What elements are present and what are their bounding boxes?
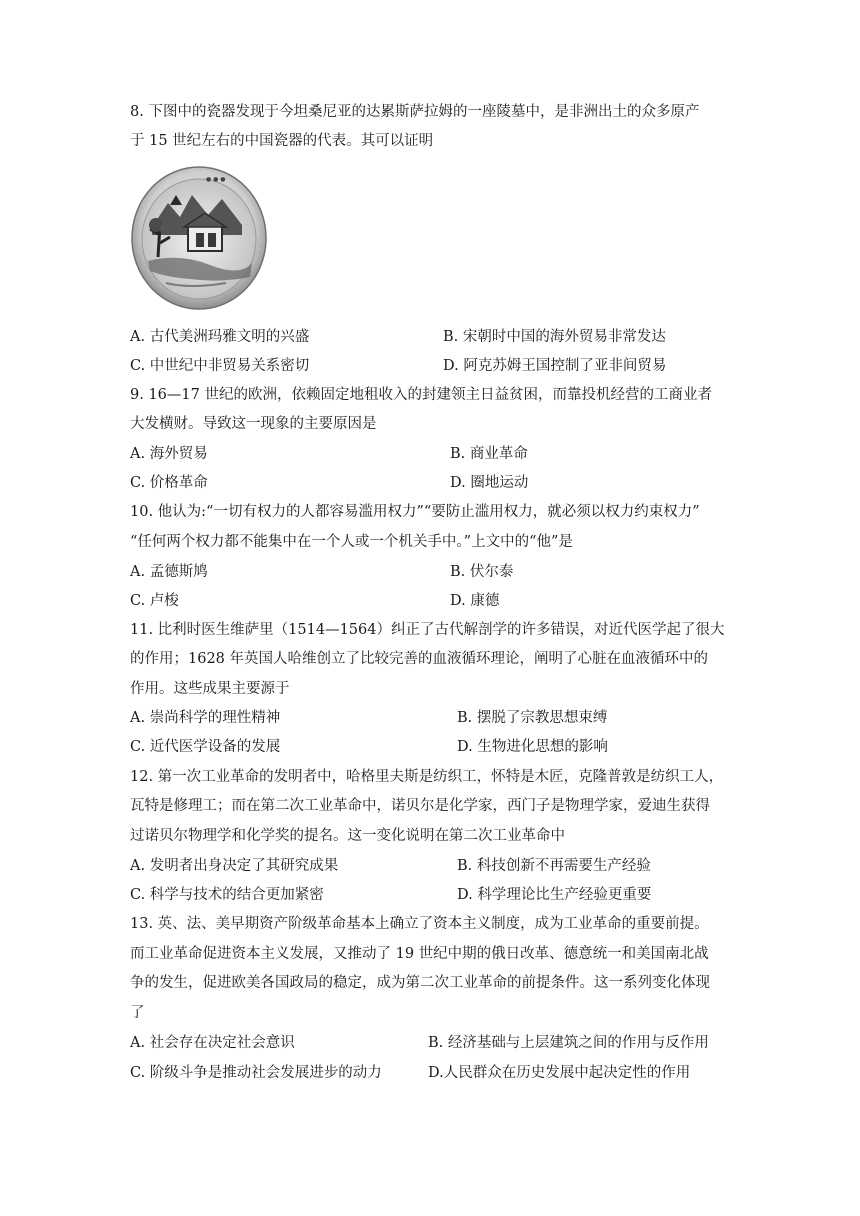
q10-stem-line-2: “任何两个权力都不能集中在一个人或一个机关手中。”上文中的“他”是 (130, 534, 573, 550)
q12-option-c[interactable]: C. 科学与技术的结合更加紧密 (130, 887, 324, 903)
q9-option-c[interactable]: C. 价格革命 (130, 475, 208, 491)
q12-option-a[interactable]: A. 发明者出身决定了其研究成果 (130, 858, 339, 874)
q9-stem-line-2: 大发横财。导致这一现象的主要原因是 (130, 416, 377, 432)
q13-stem-line-3: 争的发生，促进欧美各国政局的稳定，成为第二次工业革命的前提条件。这一系列变化体现 (130, 975, 710, 991)
q13-option-b[interactable]: B. 经济基础与上层建筑之间的作用与反作用 (428, 1035, 709, 1051)
porcelain-plate-illustration (130, 165, 268, 311)
q8-option-a[interactable]: A. 古代美洲玛雅文明的兴盛 (130, 329, 310, 345)
q13-stem-line-2: 而工业革命促进资本主义发展，又推动了 19 世纪中期的俄日改革、德意统一和美国南北战 (130, 946, 709, 962)
q9-stem-line-1: 9. 16—17 世纪的欧洲，依赖固定地租收入的封建领主日益贫困，而靠投机经营的工商业者 (130, 387, 712, 403)
q12-stem-line-2: 瓦特是修理工；而在第二次工业革命中，诺贝尔是化学家，西门子是物理学家，爱迪生获得 (130, 798, 710, 814)
q9-option-b[interactable]: B. 商业革命 (450, 446, 528, 462)
q11-option-c[interactable]: C. 近代医学设备的发展 (130, 739, 281, 755)
q11-option-a[interactable]: A. 崇尚科学的理性精神 (130, 710, 281, 726)
svg-text:● ● ●: ● ● ● (206, 176, 226, 183)
q9-option-a[interactable]: A. 海外贸易 (130, 446, 208, 462)
q10-stem-line-1: 10. 他认为:“一切有权力的人都容易滥用权力”“要防止滥用权力，就必须以权力约束权力” (130, 504, 700, 520)
q13-option-d[interactable]: D.人民群众在历史发展中起决定性的作用 (428, 1065, 691, 1081)
q10-option-d[interactable]: D. 康德 (450, 593, 500, 609)
q13-stem-line-4: 了 (130, 1005, 145, 1021)
q8-stem-line-2: 于 15 世纪左右的中国瓷器的代表。其可以证明 (130, 133, 434, 149)
q8-option-c[interactable]: C. 中世纪中非贸易关系密切 (130, 358, 310, 374)
q12-stem-line-1: 12. 第一次工业革命的发明者中，哈格里夫斯是纺织工，怀特是木匠，克隆普敦是纺织工人， (130, 769, 724, 785)
q10-option-c[interactable]: C. 卢梭 (130, 593, 179, 609)
q12-option-b[interactable]: B. 科技创新不再需要生产经验 (457, 858, 651, 874)
q9-option-d[interactable]: D. 圈地运动 (450, 475, 529, 491)
q10-option-a[interactable]: A. 孟德斯鸠 (130, 564, 208, 580)
q11-option-d[interactable]: D. 生物进化思想的影响 (457, 739, 608, 755)
q12-option-d[interactable]: D. 科学理论比生产经验更重要 (457, 887, 652, 903)
q8-option-b[interactable]: B. 宋朝时中国的海外贸易非常发达 (443, 329, 666, 345)
q11-stem-line-3: 作用。这些成果主要源于 (130, 681, 290, 697)
q11-option-b[interactable]: B. 摆脱了宗教思想束缚 (457, 710, 608, 726)
q13-stem-line-1: 13. 英、法、美早期资产阶级革命基本上确立了资本主义制度，成为工业革命的重要前提。 (130, 916, 709, 932)
q8-option-d[interactable]: D. 阿克苏姆王国控制了亚非间贸易 (443, 358, 667, 374)
q13-option-c[interactable]: C. 阶级斗争是推动社会发展进步的动力 (130, 1065, 382, 1081)
q13-option-a[interactable]: A. 社会存在决定社会意识 (130, 1035, 295, 1051)
q11-stem-line-2: 的作用；1628 年英国人哈维创立了比较完善的血液循环理论，阐明了心脏在血液循环中的 (130, 651, 709, 667)
q8-stem-line-1: 8. 下图中的瓷器发现于今坦桑尼亚的达累斯萨拉姆的一座陵墓中，是非洲出土的众多原产 (130, 104, 700, 120)
q11-stem-line-1: 11. 比利时医生维萨里（1514—1564）纠正了古代解剖学的许多错误，对近代医学起了很大 (130, 622, 725, 638)
porcelain-plate-image (130, 165, 268, 311)
q12-stem-line-3: 过诺贝尔物理学和化学奖的提名。这一变化说明在第二次工业革命中 (130, 828, 565, 844)
q10-option-b[interactable]: B. 伏尔泰 (450, 564, 514, 580)
